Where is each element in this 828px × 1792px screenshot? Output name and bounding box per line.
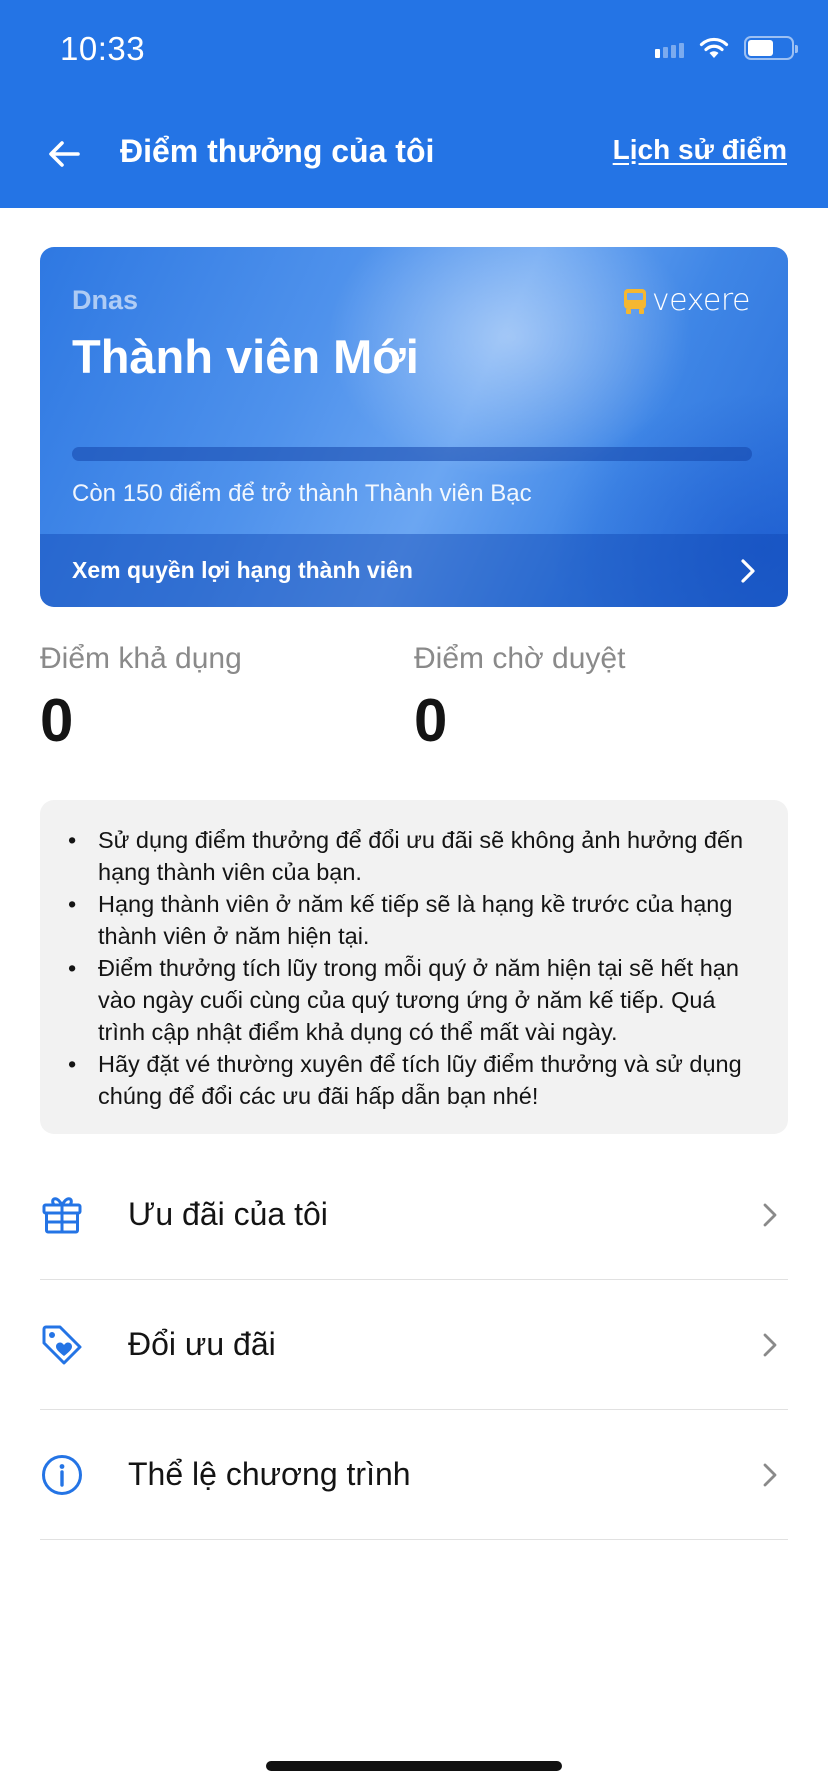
info-note: • Sử dụng điểm thưởng để đổi ưu đãi sẽ không ảnh hưởng đến hạng thành viên của bạn. (68, 824, 764, 888)
membership-benefits-label: Xem quyền lợi hạng thành viên (72, 557, 413, 583)
tag-heart-icon (40, 1323, 84, 1367)
pending-points-value: 0 (414, 687, 448, 754)
status-icons (655, 36, 794, 60)
tier-progress-bar (72, 447, 752, 461)
menu-item-my-offers[interactable] (40, 1150, 788, 1280)
brand-name: vexere (651, 283, 750, 318)
info-note: • Hãy đặt vé thường xuyên để tích lũy điểm thưởng và sử dụng chúng để đổi các ưu đãi hấp dẫn bạn nhé! (68, 1048, 764, 1112)
back-button[interactable] (42, 132, 86, 176)
menu-item-program-rules[interactable] (40, 1410, 788, 1540)
pending-points-label: Điểm chờ duyệt (414, 642, 626, 675)
info-note: • Hạng thành viên ở năm kế tiếp sẽ là hạng kề trước của hạng thành viên ở năm hiện tại. (68, 888, 764, 952)
member-tier: Thành viên Mới (72, 330, 419, 383)
info-note: • Điểm thưởng tích lũy trong mỗi quý ở năm hiện tại sẽ hết hạn vào ngày cuối cùng của quý tương ứng ở năm kế tiếp. Quá trình cập nhật điểm khả dụng có thể mất vài ngày. (68, 952, 764, 1048)
status-time: 10:33 (60, 30, 146, 67)
chevron-right-icon (762, 1462, 778, 1488)
points-summary (40, 642, 788, 755)
member-name: Dnas (72, 285, 139, 315)
tier-progress-text: Còn 150 điểm để trở thành Thành viên Bạc (72, 480, 532, 507)
menu-item-redeem-offers[interactable] (40, 1280, 788, 1410)
wifi-icon (698, 36, 730, 60)
menu-item-label: Đổi ưu đãi (128, 1326, 276, 1362)
home-indicator[interactable] (266, 1761, 562, 1771)
bus-icon (622, 287, 648, 315)
available-points-value: 0 (40, 687, 74, 754)
points-history-link[interactable]: Lịch sử điểm (612, 134, 787, 165)
menu-item-label: Thể lệ chương trình (128, 1456, 411, 1492)
cellular-signal-icon (655, 38, 684, 58)
menu-item-label: Ưu đãi của tôi (128, 1196, 328, 1232)
battery-icon (744, 36, 794, 60)
page-title: Điểm thưởng của tôi (120, 133, 435, 169)
membership-benefits-button[interactable] (40, 534, 788, 607)
membership-card (40, 247, 788, 607)
brand-logo (622, 283, 750, 318)
app-header (0, 0, 828, 208)
chevron-right-icon (762, 1202, 778, 1228)
rewards-menu (40, 1150, 788, 1540)
available-points-label: Điểm khả dụng (40, 642, 242, 675)
arrow-left-icon (47, 139, 81, 169)
available-points (40, 642, 414, 755)
chevron-right-icon (740, 558, 756, 584)
gift-icon (40, 1193, 84, 1237)
chevron-right-icon (762, 1332, 778, 1358)
pending-points (414, 642, 788, 755)
info-circle-icon (40, 1453, 84, 1497)
points-info-box (40, 800, 788, 1134)
